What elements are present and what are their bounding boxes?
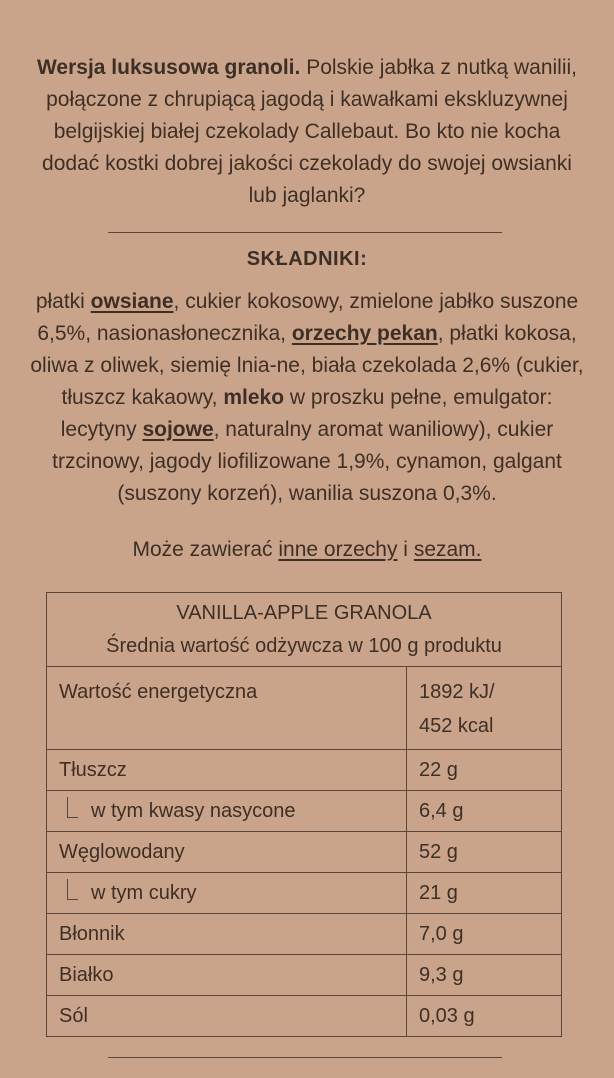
nutrient-label: Wartość energetyczna [47, 667, 407, 750]
nutrient-sublabel [47, 873, 407, 914]
allergen-soy: sojowe [142, 418, 214, 441]
table-row [47, 750, 562, 791]
divider-bottom [108, 1057, 502, 1058]
ingredients-text-2: , cukier kokosowy, zmielone jabłko suszone 6,5%, nasionasłonecznika, [37, 290, 579, 345]
nutrient-sublabel-text: w tym cukry [91, 881, 197, 904]
allergen-pecans: orzechy pekan [291, 322, 438, 345]
nutrient-value: 6,4 g [407, 791, 562, 832]
table-row [47, 832, 562, 873]
ingredients-text-5: , naturalny aromat waniliowy), cukier trzcinowy, jagody liofilizowane 1,9%, cynamon, galgant (suszony korzeń), wanilia suszona 0,3%. [52, 418, 562, 505]
nutrient-label: Błonnik [47, 914, 407, 955]
allergen-oats: owsiane [90, 290, 174, 313]
nutrition-table-header [47, 593, 562, 667]
nutrient-label: Białko [47, 955, 407, 996]
ingredients-heading: SKŁADNIKI: [246, 248, 368, 270]
nutrient-label: Sól [47, 996, 407, 1037]
table-row [47, 914, 562, 955]
nutrition-title: VANILLA-APPLE GRANOLA [176, 602, 432, 624]
allergen-milk: mleko [223, 386, 285, 409]
may-contain-nuts: inne orzechy [278, 538, 398, 561]
nutrition-table [46, 592, 562, 1037]
table-row [47, 791, 562, 832]
nutrient-label: Węglowodany [47, 832, 407, 873]
nutrient-value: 9,3 g [407, 955, 562, 996]
ingredients-text-1: płatki [35, 290, 91, 313]
nutrient-value: 22 g [407, 750, 562, 791]
intro-paragraph [30, 52, 584, 212]
may-contain-sesame: sezam. [413, 538, 482, 561]
energy-kj: 1892 kJ/ [419, 681, 495, 703]
ingredients-text-4: w proszku pełne, emulgator: lecytyny [60, 386, 553, 441]
tree-branch-icon [67, 797, 78, 818]
ingredients-text-3: , płatki kokosa, oliwa z oliwek, siemię lnia-ne, biała czekolada 2,6% (cukier, tłuszcz kakaowy, [30, 322, 584, 409]
may-contain-prefix: Może zawierać [132, 538, 279, 561]
intro-bold-text: Wersja luksusowa granoli. [36, 56, 301, 79]
may-contain-notice [30, 534, 584, 566]
divider-top [108, 232, 502, 233]
nutrition-subtitle: Średnia wartość odżywcza w 100 g produktu [106, 635, 502, 657]
nutrient-label: Tłuszcz [47, 750, 407, 791]
nutrient-value: 21 g [407, 873, 562, 914]
nutrient-value: 0,03 g [407, 996, 562, 1037]
may-contain-mid: i [397, 538, 414, 561]
table-row [47, 873, 562, 914]
ingredients-paragraph [30, 286, 584, 510]
nutrient-value: 52 g [407, 832, 562, 873]
table-row [47, 667, 562, 750]
nutrient-value [407, 667, 562, 750]
energy-kcal: 452 kcal [419, 715, 494, 737]
nutrition-header-cell [47, 593, 562, 667]
table-row [47, 996, 562, 1037]
nutrient-sublabel [47, 791, 407, 832]
tree-branch-icon [67, 879, 78, 900]
intro-text: Polskie jabłka z nutką wanilii, połączone z chrupiącą jagodą i kawałkami ekskluzywnej belgijskiej białej czekolady Callebaut. Bo kto nie kocha dodać kostki dobrej jakości czekolady do swojej owsianki lub jaglanki? [42, 56, 577, 207]
nutrient-value: 7,0 g [407, 914, 562, 955]
table-row [47, 955, 562, 996]
nutrient-sublabel-text: w tym kwasy nasycone [91, 799, 296, 822]
